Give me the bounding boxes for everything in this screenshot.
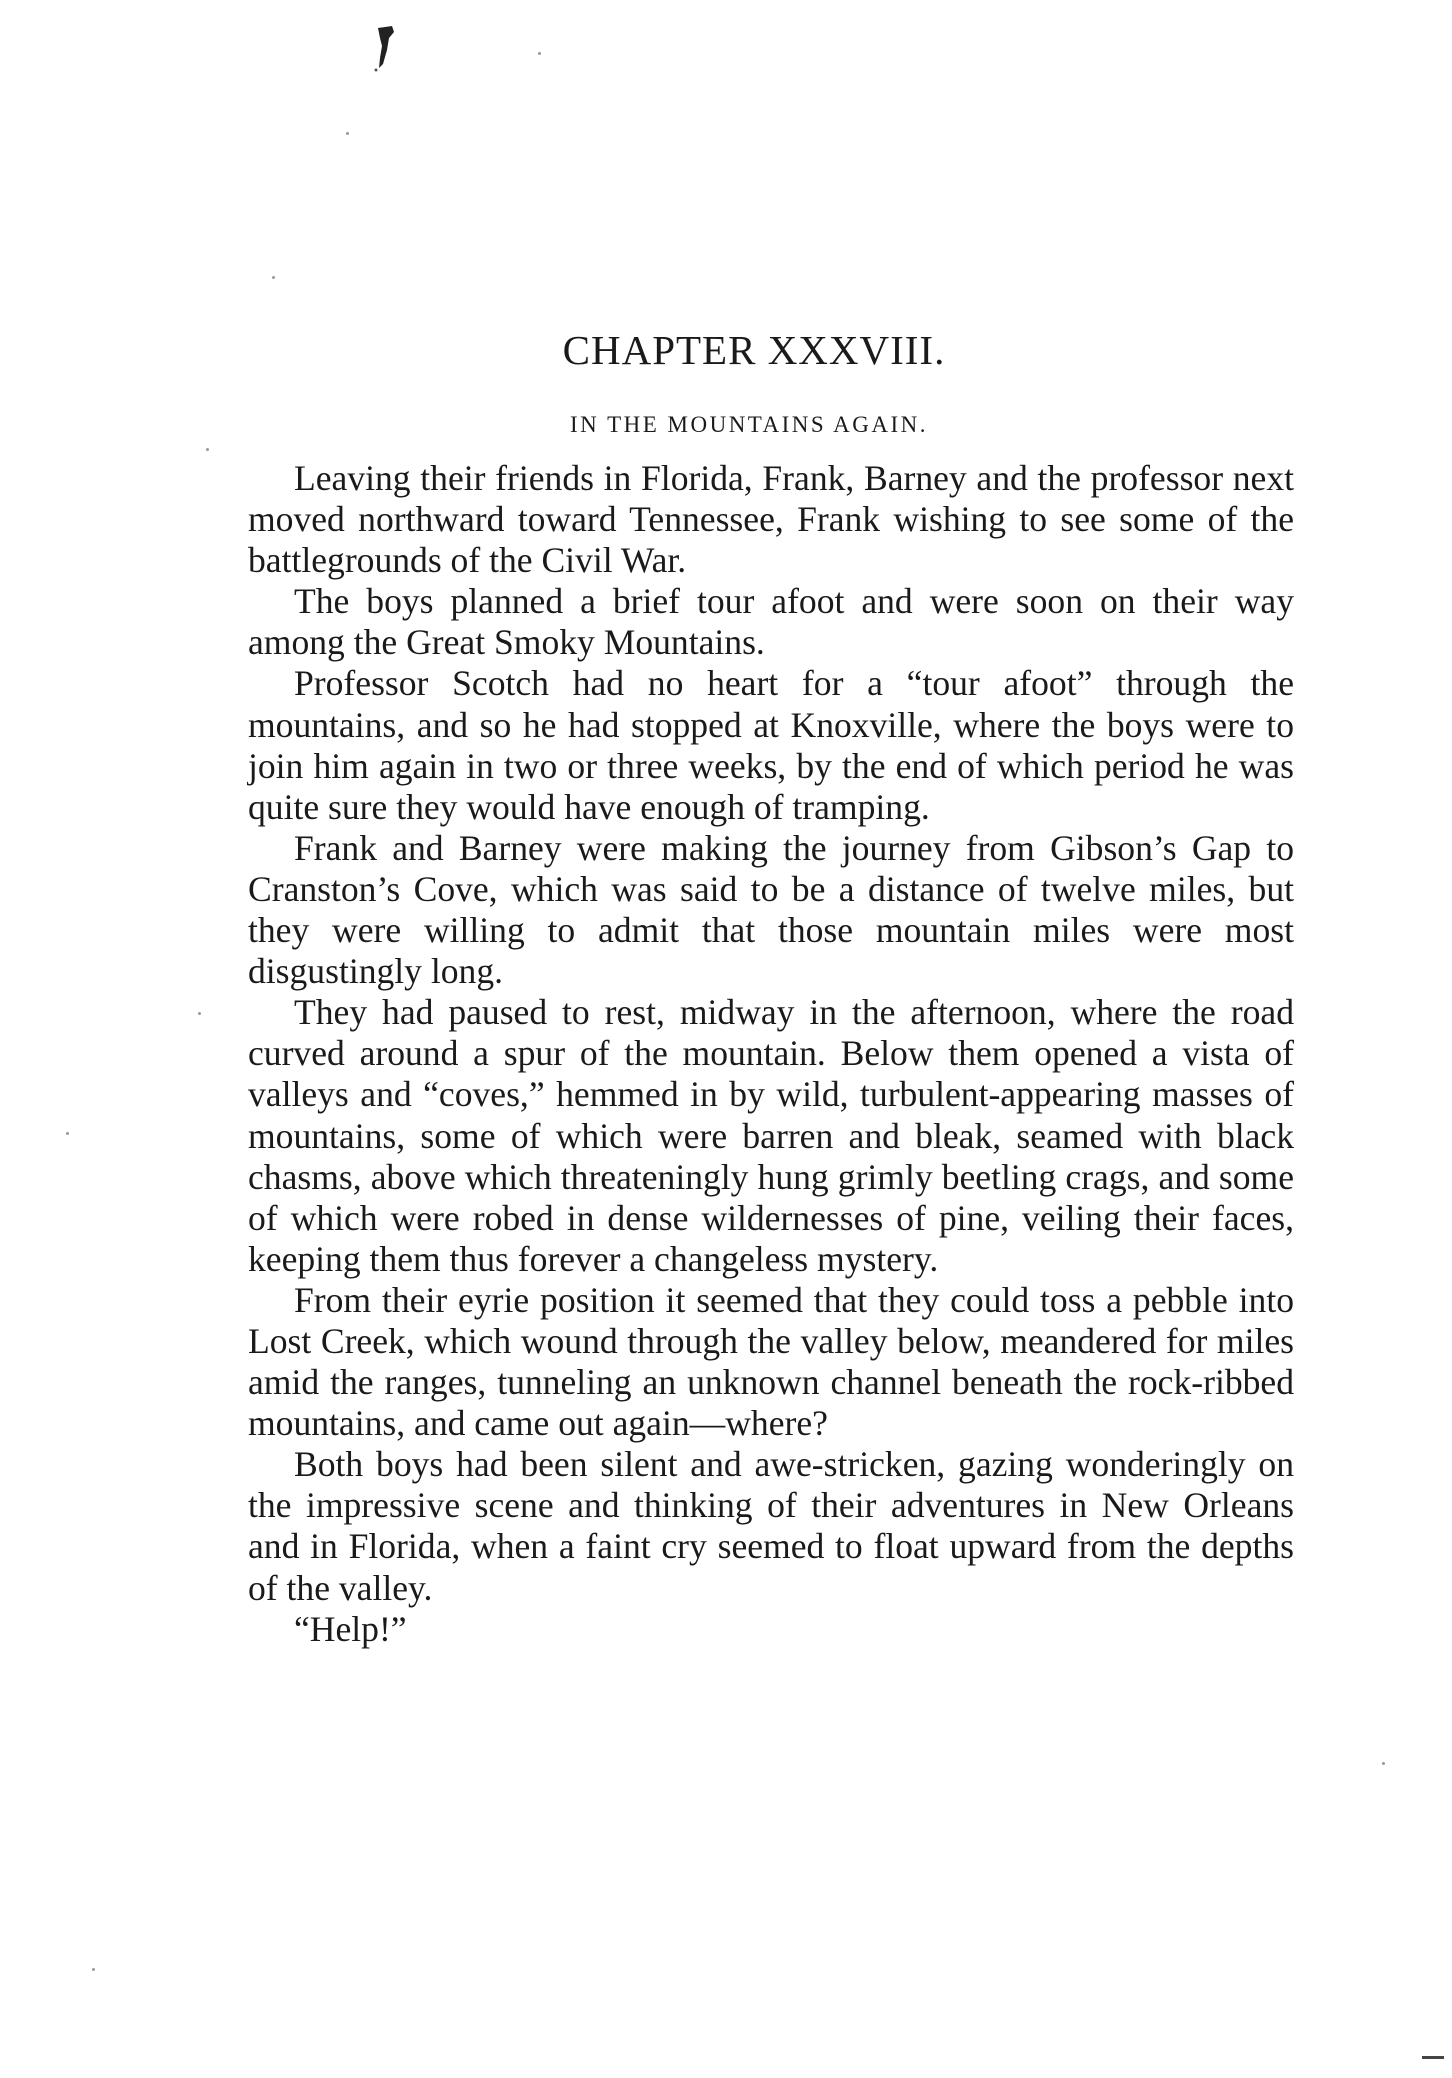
paper-speck: [92, 1968, 95, 1971]
paragraph: They had paused to rest, midway in the afternoon, where the road curved around a spur of the mountain. Below them opened a vista of valleys and “coves,” hemmed in by wild, turbulent-appearing masses of mountains, some of which were barren and bleak, seamed with black chasms, above which threateningly hung grimly beetling crags, and some of which were robed in dense wildernesses of pine, veiling their faces, keeping them thus forever a changeless mystery.: [248, 992, 1294, 1279]
paragraph: Frank and Barney were making the journey from Gibson’s Gap to Cranston’s Cove, which was said to be a distance of twelve miles, but they were willing to admit that those mountain miles were most disgustingly long.: [248, 827, 1294, 992]
paper-speck: [66, 1132, 69, 1135]
paragraph: Both boys had been silent and awe-stricken, gazing wonderingly on the impressive scene and thinking of their adventures in New Orleans and in Florida, when a faint cry seemed to float upward from the depths of the valley.: [248, 1444, 1294, 1608]
ink-blot-mark: [370, 24, 400, 74]
paper-speck: [538, 52, 541, 55]
edge-mark: [1422, 2056, 1444, 2059]
paragraph: “Help!”: [294, 1608, 407, 1649]
chapter-body: [248, 458, 1294, 1650]
chapter-title: CHAPTER XXXVIII.: [562, 327, 946, 373]
paper-speck: [346, 132, 349, 135]
chapter-subtitle: IN THE MOUNTAINS AGAIN.: [569, 412, 929, 437]
paper-speck: [1382, 1762, 1385, 1765]
paper-speck: [272, 276, 275, 279]
paragraph: The boys planned a brief tour afoot and were soon on their way among the Great Smoky Mountains.: [248, 581, 1294, 663]
paragraph: Professor Scotch had no heart for a “tour afoot” through the mountains, and so he had stopped at Knoxville, where the boys were to join him again in two or three weeks, by the end of which period he was quite sure they would have enough of tramping.: [248, 663, 1294, 827]
paper-speck: [198, 1012, 201, 1015]
paragraph: Leaving their friends in Florida, Frank, Barney and the professor next moved northward toward Tennessee, Frank wishing to see some of the battlegrounds of the Civil War.: [248, 458, 1294, 581]
paragraph: From their eyrie position it seemed that they could toss a pebble into Lost Creek, which wound through the valley below, meandered for miles amid the ranges, tunneling an unknown channel beneath the rock-ribbed mountains, and came out again—where?: [248, 1279, 1294, 1444]
paper-speck: [206, 448, 209, 451]
